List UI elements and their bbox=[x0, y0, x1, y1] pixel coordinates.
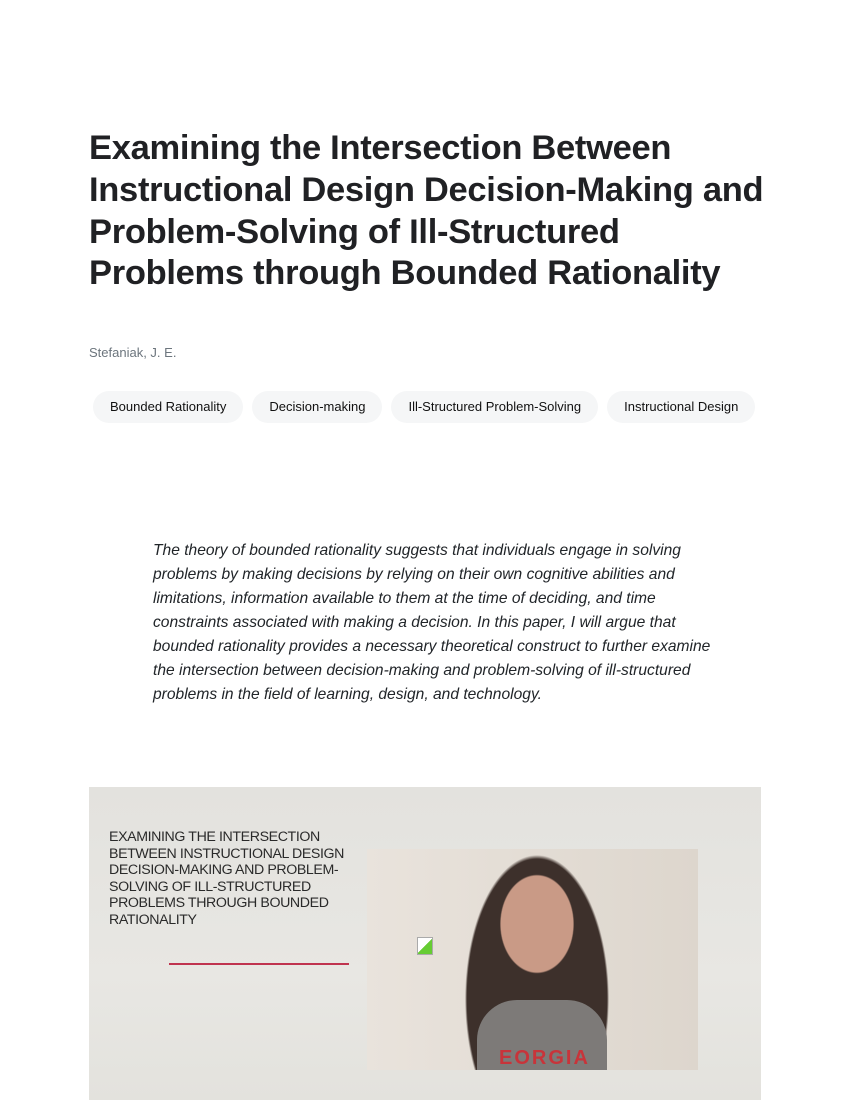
article-title: Examining the Intersection Between Instructional Design Decision-Making and Problem-Solving of Ill-Structured Problems through Bounded Rationality bbox=[89, 129, 764, 293]
presenter-shirt bbox=[477, 1000, 607, 1070]
presenter-video-frame bbox=[367, 849, 698, 1070]
broken-image-icon bbox=[417, 937, 433, 955]
tag-bounded-rationality[interactable]: Bounded Rationality bbox=[93, 391, 243, 423]
keyword-tags bbox=[93, 391, 755, 423]
abstract: The theory of bounded rationality suggests that individuals engage in solving problems by making decisions by relying on their own cognitive abilities and limitations, information available to them at the time of deciding, and time constraints associated with making a decision. In this paper, I will argue that bounded rationality provides a necessary theoretical construct to further examine the intersection between decision-making and problem-solving of ill-structured problems in the field of learning, design, and technology. bbox=[153, 542, 711, 703]
tag-ill-structured-problem-solving[interactable]: Ill-Structured Problem-Solving bbox=[391, 391, 598, 423]
video-player[interactable] bbox=[89, 787, 761, 1100]
shirt-text: EORGIA bbox=[499, 1047, 590, 1069]
tag-decision-making[interactable]: Decision-making bbox=[252, 391, 382, 423]
author-link[interactable]: Stefaniak, J. E. bbox=[89, 345, 177, 360]
slide-divider bbox=[169, 963, 349, 965]
slide-title: EXAMINING THE INTERSECTION BETWEEN INSTRUCTIONAL DESIGN DECISION-MAKING AND PROBLEM-SOLVING OF ILL-STRUCTURED PROBLEMS THROUGH BOUNDED RATIONALITY bbox=[109, 829, 345, 928]
tag-instructional-design[interactable]: Instructional Design bbox=[607, 391, 755, 423]
